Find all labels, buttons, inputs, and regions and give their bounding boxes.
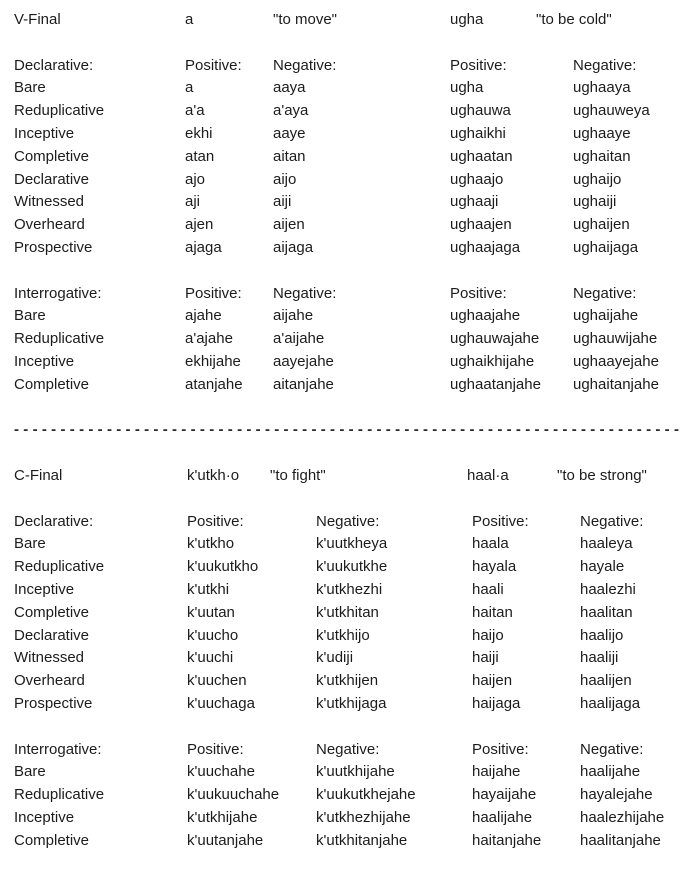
mood-heading: Declarative: (14, 56, 94, 74)
row-label: Bare (14, 307, 46, 325)
section-label: C-Final (14, 466, 63, 484)
cell: k'uuchi (187, 649, 234, 667)
row-label: Overheard (14, 672, 85, 690)
cell: aijo (273, 170, 297, 188)
column-header: Negative: (573, 284, 637, 302)
column-header: Negative: (273, 284, 337, 302)
column-header: Positive: (187, 512, 244, 530)
table-row (0, 146, 700, 169)
cell: hayaijahe (472, 786, 537, 804)
cell: ughaikhi (450, 124, 506, 142)
cell: atanjahe (185, 375, 243, 393)
cell: k'utkhijen (316, 672, 379, 690)
cell: haalijaga (580, 694, 641, 712)
cell: k'uuchahe (187, 763, 255, 781)
column-header: Positive: (187, 740, 244, 758)
column-header: Negative: (316, 512, 380, 530)
cell: aiji (273, 193, 292, 211)
cell: ughaijen (573, 216, 630, 234)
cell: k'uukutkhejahe (316, 786, 416, 804)
cell: ughaitan (573, 147, 631, 165)
lemma-2: haal·a (467, 466, 509, 484)
gloss-2: "to be strong" (557, 466, 647, 484)
cell: ajen (185, 216, 214, 234)
cell: k'utkhijo (316, 626, 370, 644)
cell: haijahe (472, 763, 521, 781)
cell: hayalejahe (580, 786, 653, 804)
cell: k'utkhijaga (316, 694, 387, 712)
cell: haijen (472, 672, 513, 690)
column-header: Positive: (472, 740, 529, 758)
cell: ughauwajahe (450, 330, 540, 348)
row-label: Witnessed (14, 649, 85, 667)
cell: atan (185, 147, 215, 165)
cell: haitanjahe (472, 831, 542, 849)
cell: haalezhijahe (580, 808, 665, 826)
cell: aaya (273, 79, 306, 97)
cell: haiji (472, 649, 499, 667)
table-row (0, 77, 700, 100)
table-row (0, 191, 700, 214)
cell: k'uukutkho (187, 558, 259, 576)
row-label: Bare (14, 79, 46, 97)
cell: haalijahe (472, 808, 533, 826)
cell: haalijen (580, 672, 632, 690)
lemma-2: ugha (450, 11, 484, 28)
row-label: Inceptive (14, 808, 75, 826)
column-header: Positive: (472, 512, 529, 530)
cell: hayala (472, 558, 517, 576)
table-row (0, 374, 700, 397)
row-label: Overheard (14, 216, 85, 234)
row-label: Declarative (14, 170, 90, 188)
cell: k'utkho (187, 535, 235, 553)
cell: k'uukutkhe (316, 558, 388, 576)
mood-heading: Declarative: (14, 512, 94, 530)
cell: haala (472, 535, 509, 553)
cell: ughaajen (450, 216, 512, 234)
cell: aji (185, 193, 201, 211)
table-row (0, 647, 700, 670)
table-row (0, 830, 700, 853)
gloss-1: "to move" (273, 11, 338, 28)
cell: haalitan (580, 603, 633, 621)
cell: ekhijahe (185, 352, 241, 370)
column-header: Negative: (316, 740, 380, 758)
cell: ajaga (185, 238, 222, 256)
cell: ajahe (185, 307, 222, 325)
row-label: Inceptive (14, 124, 75, 142)
cell: k'uucho (187, 626, 239, 644)
section-label: V-Final (14, 11, 61, 28)
v-interrogative-column-headers (0, 283, 700, 306)
table-row (0, 533, 700, 556)
table-row (0, 214, 700, 237)
table-row (0, 625, 700, 648)
cell: ughaitanjahe (573, 375, 659, 393)
table-row (0, 328, 700, 351)
table-row (0, 556, 700, 579)
cell: haijaga (472, 694, 521, 712)
cell: k'utkhitanjahe (316, 831, 408, 849)
cell: ughaijaga (573, 238, 639, 256)
row-label: Reduplicative (14, 330, 105, 348)
table-row (0, 579, 700, 602)
row-label: Reduplicative (14, 558, 105, 576)
row-label: Bare (14, 535, 46, 553)
cell: a (185, 79, 194, 97)
row-label: Bare (14, 763, 46, 781)
row-label: Declarative (14, 626, 90, 644)
cell: k'uutkhijahe (316, 763, 395, 781)
c-interrogative-column-headers (0, 739, 700, 762)
row-label: Reduplicative (14, 102, 105, 120)
column-header: Negative: (573, 56, 637, 74)
cell: k'uutan (187, 603, 235, 621)
cell: ekhi (185, 124, 213, 142)
separator-dashes: ------------------------------------------------------------------------ (14, 421, 684, 439)
cell: k'udiji (316, 649, 354, 667)
cell: aitan (273, 147, 306, 165)
lemma-1: k'utkh·o (187, 466, 240, 484)
cell: haitan (472, 603, 513, 621)
separator-line (0, 419, 700, 442)
cell: k'utkhezhi (316, 580, 383, 598)
row-label: Inceptive (14, 352, 75, 370)
table-row (0, 100, 700, 123)
column-header: Negative: (580, 740, 644, 758)
blank-line (0, 397, 700, 420)
cell: aijen (273, 216, 305, 234)
row-label: Prospective (14, 238, 93, 256)
cell: ughaajaga (450, 238, 521, 256)
column-header: Negative: (580, 512, 644, 530)
cell: k'utkhijahe (187, 808, 258, 826)
c-declarative-rows (0, 533, 700, 715)
cell: haalijahe (580, 763, 641, 781)
mood-heading: Interrogative: (14, 740, 102, 758)
v-declarative-column-headers (0, 55, 700, 78)
cell: haaleya (580, 535, 633, 553)
cell: hayale (580, 558, 625, 576)
cell: ughaijahe (573, 307, 639, 325)
row-label: Completive (14, 603, 90, 621)
cell: ughaajo (450, 170, 504, 188)
cell: ughaaya (573, 79, 631, 97)
row-label: Completive (14, 375, 90, 393)
cell: k'uutkheya (316, 535, 388, 553)
cell: ugha (450, 79, 484, 97)
table-row (0, 351, 700, 374)
table-row (0, 761, 700, 784)
blank-line (0, 488, 700, 511)
table-row (0, 693, 700, 716)
v-interrogative-rows (0, 305, 700, 396)
column-header: Positive: (185, 284, 242, 302)
row-label: Completive (14, 147, 90, 165)
mood-heading: Interrogative: (14, 284, 102, 302)
cell: ughaiji (573, 193, 617, 211)
table-row (0, 123, 700, 146)
column-header: Negative: (273, 56, 337, 74)
cell: ughaikhijahe (450, 352, 535, 370)
cell: ughaaye (573, 124, 631, 142)
cell: aaye (273, 124, 306, 142)
blank-line (0, 32, 700, 55)
table-row (0, 670, 700, 693)
cell: ughaayejahe (573, 352, 659, 370)
column-header: Positive: (450, 56, 507, 74)
cell: k'uukuuchahe (187, 786, 280, 804)
v-final-section-header (0, 9, 700, 32)
table-row (0, 602, 700, 625)
blank-line (0, 716, 700, 739)
table-row (0, 169, 700, 192)
cell: k'uuchen (187, 672, 247, 690)
table-row (0, 237, 700, 260)
cell: haaliji (580, 649, 619, 667)
cell: ughauwa (450, 102, 511, 120)
row-label: Prospective (14, 694, 93, 712)
cell: haalitanjahe (580, 831, 661, 849)
cell: haalijo (580, 626, 624, 644)
v-declarative-rows (0, 77, 700, 259)
blank-line (0, 260, 700, 283)
table-row (0, 784, 700, 807)
cell: a'aya (273, 102, 309, 120)
cell: a'a (185, 102, 205, 120)
row-label: Reduplicative (14, 786, 105, 804)
cell: ajo (185, 170, 206, 188)
cell: ughaijo (573, 170, 622, 188)
c-declarative-column-headers (0, 511, 700, 534)
table-row (0, 807, 700, 830)
cell: ughaatanjahe (450, 375, 541, 393)
cell: haijo (472, 626, 504, 644)
lemma-1: a (185, 11, 194, 28)
cell: k'utkhezhijahe (316, 808, 411, 826)
cell: k'uuchaga (187, 694, 255, 712)
column-header: Positive: (450, 284, 507, 302)
c-final-section-header (0, 465, 700, 488)
cell: k'utkhitan (316, 603, 379, 621)
blank-line (0, 442, 700, 465)
row-label: Completive (14, 831, 90, 849)
cell: a'aijahe (273, 330, 325, 348)
row-label: Witnessed (14, 193, 85, 211)
c-interrogative-rows (0, 761, 700, 852)
table-row (0, 305, 700, 328)
cell: ughaatan (450, 147, 513, 165)
cell: k'uutanjahe (187, 831, 264, 849)
cell: ughauweya (573, 102, 650, 120)
cell: haali (472, 580, 504, 598)
gloss-2: "to be cold" (536, 11, 612, 28)
cell: haalezhi (580, 580, 636, 598)
cell: k'utkhi (187, 580, 230, 598)
cell: aayejahe (273, 352, 334, 370)
column-header: Positive: (185, 56, 242, 74)
cell: ughaaji (450, 193, 499, 211)
row-label: Inceptive (14, 580, 75, 598)
cell: ughaajahe (450, 307, 521, 325)
cell: aijahe (273, 307, 314, 325)
cell: a'ajahe (185, 330, 233, 348)
cell: ughauwijahe (573, 330, 658, 348)
cell: aitanjahe (273, 375, 334, 393)
cell: aijaga (273, 238, 314, 256)
gloss-1: "to fight" (270, 466, 326, 484)
